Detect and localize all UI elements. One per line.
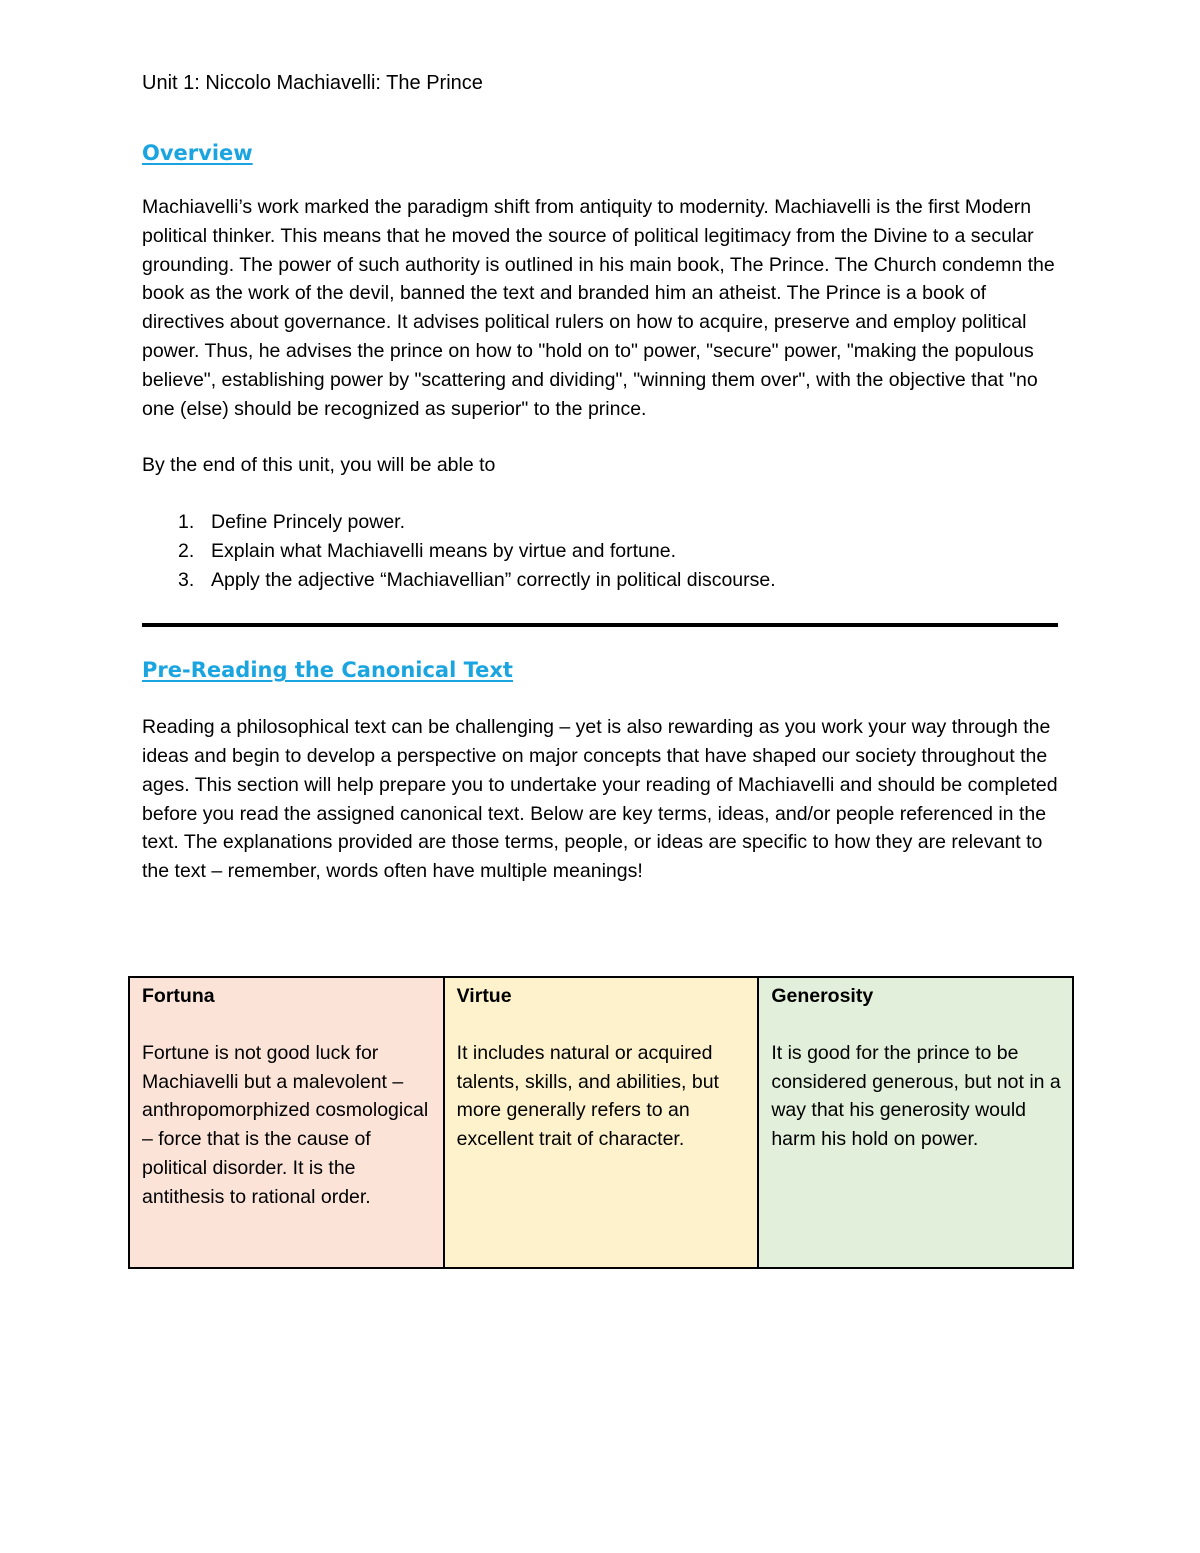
document-page — [142, 68, 1072, 886]
list-item — [142, 508, 1072, 537]
list-item-text: Explain what Machiavelli means by virtue and fortune. — [211, 540, 676, 563]
list-item — [142, 566, 1072, 595]
term-definition: It is good for the prince to be considered generous, but not in a way that his generosity would harm his hold on power. — [771, 1041, 1061, 1151]
term-cell-fortuna — [129, 977, 444, 1268]
key-terms-table — [128, 976, 1074, 1269]
list-item-number: 1. — [178, 511, 195, 534]
list-item-number: 2. — [178, 540, 195, 563]
term-cell-virtue — [444, 977, 759, 1268]
term-title: Virtue — [456, 985, 512, 1007]
prereading-heading: Pre-Reading the Canonical Text — [142, 658, 513, 683]
section-divider — [142, 623, 1058, 627]
list-item-number: 3. — [178, 569, 195, 592]
term-title: Generosity — [771, 985, 874, 1007]
term-definition: It includes natural or acquired talents, skills, and abilities, but more generally refers to an excellent trait of character. — [456, 1041, 719, 1151]
list-item-text: Apply the adjective “Machiavellian” correctly in political discourse. — [211, 569, 776, 592]
term-definition: Fortune is not good luck for Machiavelli but a malevolent – anthropomorphized cosmological – force that is the cause of political disorder. It is the antithesis to rational order. — [142, 1041, 429, 1208]
list-item-text: Define Princely power. — [211, 511, 406, 534]
objectives-list — [142, 508, 1072, 595]
term-title: Fortuna — [142, 985, 215, 1007]
table-row — [129, 977, 1073, 1268]
objectives-intro: By the end of this unit, you will be able to — [142, 454, 496, 477]
term-cell-generosity — [758, 977, 1073, 1268]
overview-heading: Overview — [142, 141, 253, 165]
list-item — [142, 537, 1072, 566]
prereading-paragraph: Reading a philosophical text can be challenging – yet is also rewarding as you work your way through the ideas and begin to develop a perspective on major concepts that have shaped our society throughout the ages. This section will help prepare you to undertake your reading of Machiavelli and should be completed before you read the assigned canonical text. Below are key terms, ideas, and/or people referenced in the text. The explanations provided are those terms, people, or ideas are specific to how they are relevant to the text – remember, words often have multiple meanings! — [142, 716, 1058, 883]
overview-paragraph: Machiavelli’s work marked the paradigm shift from antiquity to modernity. Machiavelli is the first Modern political thinker. This means that he moved the source of political legitimacy from the Divine to a secular grounding. The power of such authority is outlined in his main book, The Prince. The Church condemn the book as the work of the devil, banned the text and branded him an atheist. The Prince is a book of directives about governance. It advises political rulers on how to acquire, preserve and employ political power. Thus, he advises the prince on how to "hold on to" power, "secure" power, "making the populous believe", establishing power by "scattering and dividing", "winning them over", with the objective that "no one (else) should be recognized as superior" to the prince. — [142, 196, 1055, 420]
document-title: Unit 1: Niccolo Machiavelli: The Prince — [142, 72, 483, 94]
